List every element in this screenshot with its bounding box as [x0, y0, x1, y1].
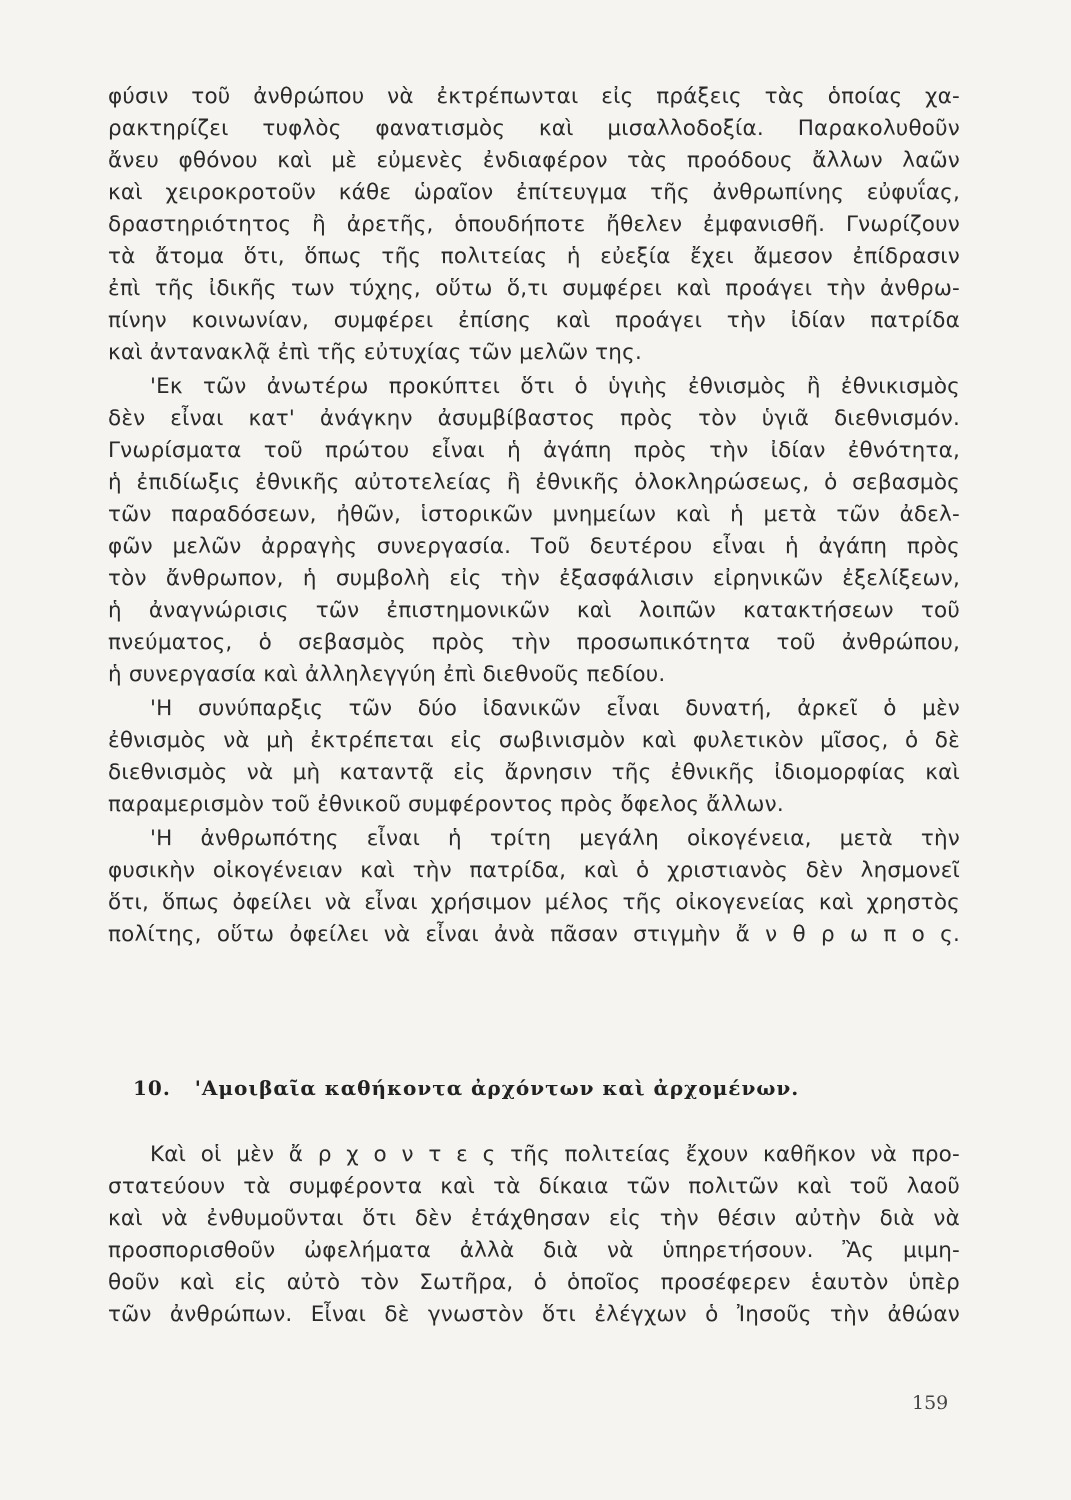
- paragraph-first-line: 'Η ἀνθρωπότης εἶναι ἡ τρίτη μεγάλη οἰκογένεια, μετὰ τὴν: [150, 826, 960, 851]
- text-line: προσπορισθοῦν ὠφελήματα ἀλλὰ διὰ νὰ ὑπηρετήσουν. Ἂς μιμη-: [108, 1238, 960, 1263]
- text-line: πολίτης, οὕτω ὀφείλει νὰ εἶναι ἀνὰ πᾶσαν στιγμὴν ἄ ν θ ρ ω π ο ς.: [108, 922, 960, 947]
- text-line: πίνην κοινωνίαν, συμφέρει ἐπίσης καὶ προάγει τὴν ἰδίαν πατρίδα: [108, 308, 960, 333]
- text-line: στατεύουν τὰ συμφέροντα καὶ τὰ δίκαια τῶν πολιτῶν καὶ τοῦ λαοῦ: [108, 1174, 960, 1199]
- text-line: φύσιν τοῦ ἀνθρώπου νὰ ἐκτρέπωνται εἰς πράξεις τὰς ὁποίας χα-: [108, 84, 960, 109]
- text-line: ρακτηρίζει τυφλὸς φανατισμὸς καὶ μισαλλοδοξία. Παρακολυθοῦν: [108, 116, 960, 141]
- section-heading: [133, 1071, 799, 1105]
- text-line: τῶν ἀνθρώπων. Εἶναι δὲ γνωστὸν ὅτι ἐλέγχων ὁ Ἰησοῦς τὴν ἀθώαν: [108, 1302, 960, 1327]
- section-title: 'Αμοιβαῖα καθήκοντα ἀρχόντων καὶ ἀρχομένων.: [194, 1076, 800, 1100]
- paragraph-first-line: 'Εκ τῶν ἀνωτέρω προκύπτει ὅτι ὁ ὑγιὴς ἐθνισμὸς ἢ ἐθνικισμὸς: [150, 374, 960, 399]
- text-line: ὅτι, ὅπως ὀφείλει νὰ εἶναι χρήσιμον μέλος τῆς οἰκογενείας καὶ χρηστὸς: [108, 890, 960, 915]
- text-line: ἡ ἀναγνώρισις τῶν ἐπιστημονικῶν καὶ λοιπῶν κατακτήσεων τοῦ: [108, 598, 960, 623]
- paragraph-first-line: 'Η συνύπαρξις τῶν δύο ἰδανικῶν εἶναι δυνατή, ἀρκεῖ ὁ μὲν: [150, 696, 960, 721]
- text-line: φῶν μελῶν ἀρραγὴς συνεργασία. Τοῦ δευτέρου εἶναι ἡ ἀγάπη πρὸς: [108, 534, 960, 559]
- text-line: δραστηριότητος ἢ ἀρετῆς, ὁπουδήποτε ἤθελεν ἐμφανισθῆ. Γνωρίζουν: [108, 212, 960, 237]
- text-line: τῶν παραδόσεων, ἠθῶν, ἱστορικῶν μνημείων καὶ ἡ μετὰ τῶν ἀδελ-: [108, 502, 960, 527]
- text-line: ἐθνισμὸς νὰ μὴ ἐκτρέπεται εἰς σωβινισμὸν καὶ φυλετικὸν μῖσος, ὁ δὲ: [108, 728, 960, 753]
- text-line: ἐπὶ τῆς ἰδικῆς των τύχης, οὕτω ὅ,τι συμφέρει καὶ προάγει τὴν ἀνθρω-: [108, 276, 960, 301]
- text-line: τὰ ἄτομα ὅτι, ὅπως τῆς πολιτείας ἡ εὐεξία ἔχει ἄμεσον ἐπίδρασιν: [108, 244, 960, 269]
- text-line: φυσικὴν οἰκογένειαν καὶ τὴν πατρίδα, καὶ ὁ χριστιανὸς δὲν λησμονεῖ: [108, 858, 960, 883]
- text-line: καὶ ἀντανακλᾷ ἐπὶ τῆς εὐτυχίας τῶν μελῶν της.: [108, 340, 642, 365]
- text-line: θοῦν καὶ εἰς αὐτὸ τὸν Σωτῆρα, ὁ ὁποῖος προσέφερεν ἑαυτὸν ὑπὲρ: [108, 1270, 960, 1295]
- text-line: δὲν εἶναι κατ' ἀνάγκην ἀσυμβίβαστος πρὸς τὸν ὑγιᾶ διεθνισμόν.: [108, 406, 960, 431]
- paragraph-first-line: Καὶ οἱ μὲν ἄ ρ χ ο ν τ ε ς τῆς πολιτείας ἔχουν καθῆκον νὰ προ-: [150, 1142, 960, 1167]
- text-line: ἄνευ φθόνου καὶ μὲ εὐμενὲς ἐνδιαφέρον τὰς προόδους ἄλλων λαῶν: [108, 148, 960, 173]
- text-line: τὸν ἄνθρωπον, ἡ συμβολὴ εἰς τὴν ἐξασφάλισιν εἰρηνικῶν ἐξελίξεων,: [108, 566, 960, 591]
- text-line: διεθνισμὸς νὰ μὴ καταντᾷ εἰς ἄρνησιν τῆς ἐθνικῆς ἰδιομορφίας καὶ: [108, 760, 960, 785]
- section-number: 10.: [133, 1076, 171, 1100]
- text-line: παραμερισμὸν τοῦ ἐθνικοῦ συμφέροντος πρὸς ὄφελος ἄλλων.: [108, 792, 784, 817]
- text-line: καὶ νὰ ἐνθυμοῦνται ὅτι δὲν ἐτάχθησαν εἰς τὴν θέσιν αὐτὴν διὰ νὰ: [108, 1206, 960, 1231]
- text-line: πνεύματος, ὁ σεβασμὸς πρὸς τὴν προσωπικότητα τοῦ ἀνθρώπου,: [108, 630, 960, 655]
- text-line: ἡ συνεργασία καὶ ἀλληλεγγύη ἐπὶ διεθνοῦς πεδίου.: [108, 662, 666, 687]
- text-line: καὶ χειροκροτοῦν κάθε ὡραῖον ἐπίτευγμα τῆς ἀνθρωπίνης εὐφυΐας,: [108, 180, 960, 205]
- page-number: 159: [912, 1392, 949, 1414]
- text-line: Γνωρίσματα τοῦ πρώτου εἶναι ἡ ἀγάπη πρὸς τὴν ἰδίαν ἐθνότητα,: [108, 438, 960, 463]
- text-line: ἡ ἐπιδίωξις ἐθνικῆς αὐτοτελείας ἢ ἐθνικῆς ὁλοκληρώσεως, ὁ σεβασμὸς: [108, 470, 960, 495]
